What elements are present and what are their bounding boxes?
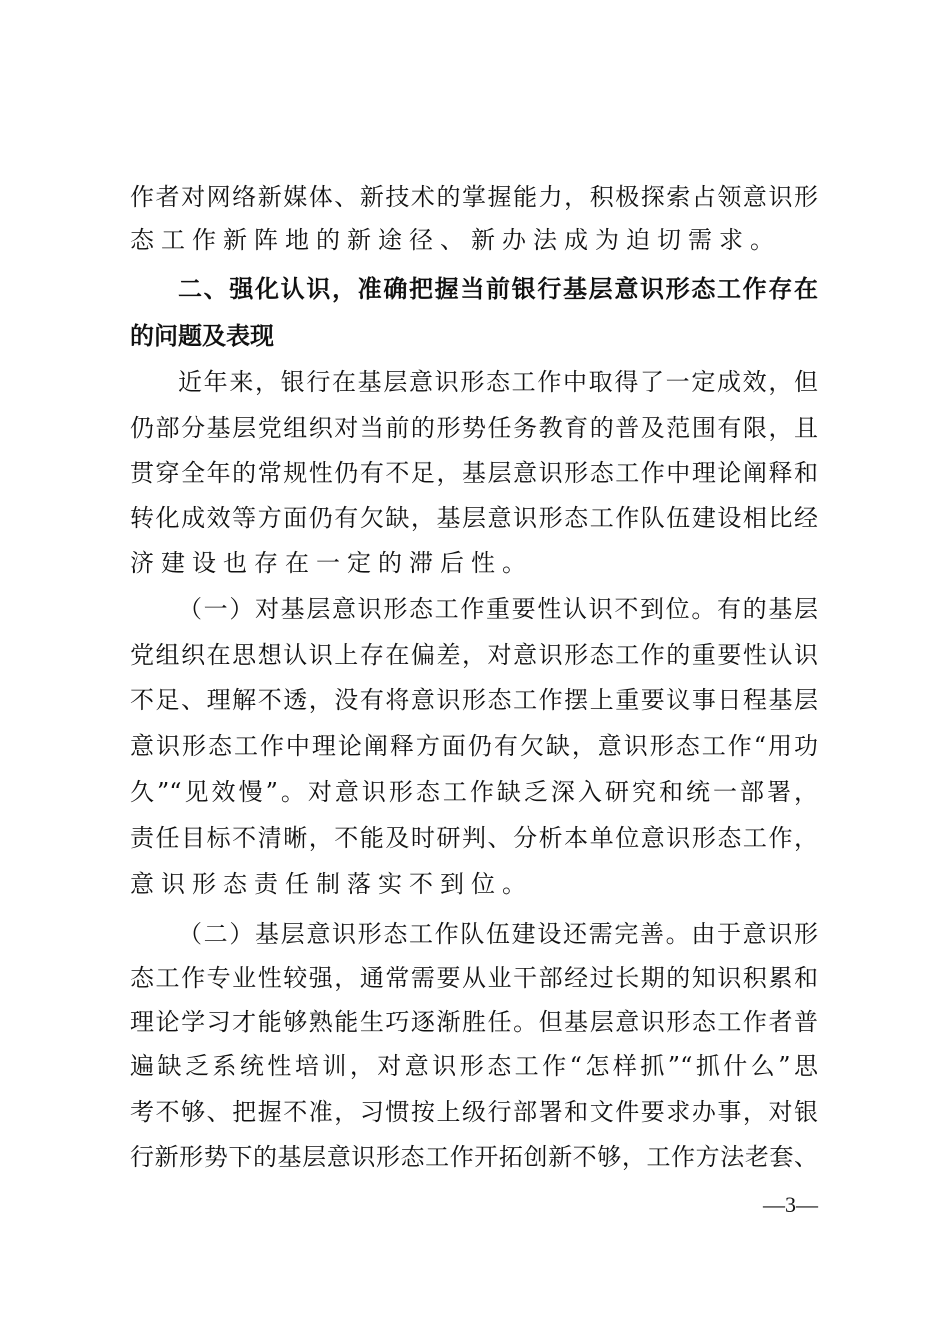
body-line: 行新形势下的基层意识形态工作开拓创新不够，工作方法老套、 (130, 1143, 818, 1171)
body-line: 考不够、把握不准，习惯按上级行部署和文件要求办事，对银 (130, 1098, 818, 1126)
body-line: 仍部分基层党组织对当前的形势任务教育的普及范围有限，且 (130, 414, 818, 442)
body-line: 济建设也存在一定的滞后性。 (130, 549, 533, 577)
body-line: 作者对网络新媒体、新技术的掌握能力，积极探索占领意识形 (130, 183, 818, 211)
body-line: 意识形态责任制落实不到位。 (130, 870, 533, 898)
body-line: 不足、理解不透，没有将意识形态工作摆上重要议事日程基层 (130, 686, 818, 714)
body-line: 久”“见效慢”。对意识形态工作缺乏深入研究和统一部署， (130, 778, 818, 806)
body-line: 遍缺乏系统性培训，对意识形态工作“怎样抓”“抓什么”思 (130, 1052, 818, 1080)
body-line: 转化成效等方面仍有欠缺，基层意识形态工作队伍建设相比经 (130, 504, 818, 532)
body-line: 态工作专业性较强，通常需要从业干部经过长期的知识积累和 (130, 964, 818, 992)
body-line: 理论学习才能够熟能生巧逐渐胜任。但基层意识形态工作者普 (130, 1008, 818, 1036)
body-line: 近年来，银行在基层意识形态工作中取得了一定成效，但 (178, 368, 818, 396)
subsection-line: （二）基层意识形态工作队伍建设还需完善。由于意识形 (178, 920, 818, 948)
section-heading: 二、强化认识，准确把握当前银行基层意识形态工作存在 (178, 275, 818, 303)
body-line: 贯穿全年的常规性仍有不足，基层意识形态工作中理论阐释和 (130, 459, 818, 487)
section-heading: 的问题及表现 (130, 322, 274, 350)
body-line: 责任目标不清晰，不能及时研判、分析本单位意识形态工作， (130, 824, 818, 852)
body-line: 态工作新阵地的新途径、新办法成为迫切需求。 (130, 226, 781, 254)
body-line: 党组织在思想认识上存在偏差，对意识形态工作的重要性认识 (130, 641, 818, 669)
subsection-line: （一）对基层意识形态工作重要性认识不到位。有的基层 (178, 595, 818, 623)
page-number: —3— (763, 1192, 818, 1217)
body-line: 意识形态工作中理论阐释方面仍有欠缺，意识形态工作“用功 (130, 732, 818, 760)
